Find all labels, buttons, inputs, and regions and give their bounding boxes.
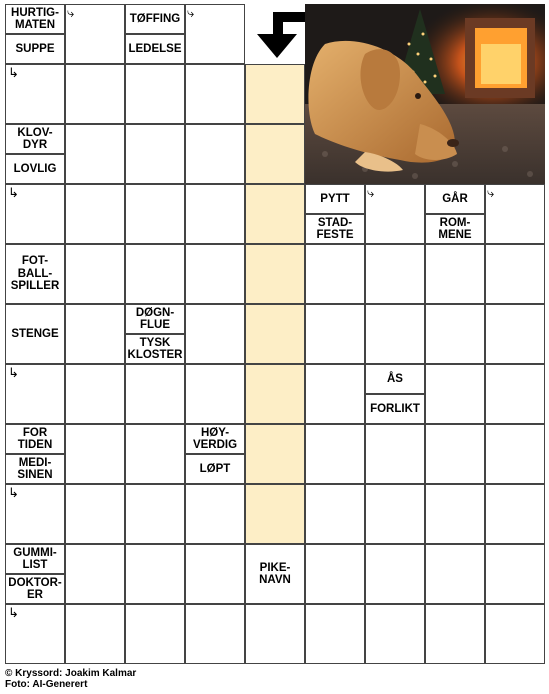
arrow-down-right-icon: ↳ [8,66,19,81]
answer-cell[interactable] [185,484,245,544]
answer-cell[interactable] [245,64,305,124]
answer-cell[interactable] [245,364,305,424]
answer-cell[interactable] [365,424,425,484]
answer-cell[interactable] [425,484,485,544]
answer-cell[interactable] [245,184,305,244]
answer-cell[interactable] [245,304,305,364]
clue-pytt: PYTT [305,184,365,214]
clue-fotballspiller: FOT- BALL- SPILLER [5,244,65,304]
credits [5,668,136,690]
clue-rommene: ROM- MENE [425,214,485,244]
clue-hoyverdig: HØY- VERDIG [185,424,245,454]
answer-cell[interactable] [485,424,545,484]
arrow-down-right-icon: ↳ [8,606,19,621]
answer-cell[interactable] [125,544,185,604]
dog-photo-illustration [305,4,545,184]
answer-cell[interactable] [485,364,545,424]
answer-cell[interactable] [365,304,425,364]
clue-klovdyr: KLOV- DYR [5,124,65,154]
answer-cell[interactable] [425,364,485,424]
answer-cell[interactable] [65,124,125,184]
answer-cell[interactable] [245,244,305,304]
answer-cell[interactable] [425,604,485,664]
clue-stadfeste: STAD- FESTE [305,214,365,244]
clue-lovlig: LOVLIG [5,154,65,184]
clue-as: ÅS [365,364,425,394]
answer-cell[interactable] [425,544,485,604]
answer-cell[interactable] [125,364,185,424]
clue-suppe: SUPPE [5,34,65,64]
answer-cell[interactable] [125,244,185,304]
credits-photo: Foto: AI-Generert [5,679,88,690]
answer-cell[interactable] [125,484,185,544]
clue-stenge: STENGE [5,304,65,364]
answer-cell[interactable] [65,364,125,424]
arrow-down-right-icon: ⤷ [487,186,495,201]
clue-toffing: TØFFING [125,4,185,34]
answer-cell[interactable] [245,424,305,484]
answer-cell[interactable] [305,484,365,544]
answer-cell[interactable] [245,604,305,664]
answer-cell[interactable] [365,484,425,544]
answer-cell[interactable] [305,364,365,424]
arrow-down-right-icon: ⤷ [67,6,75,21]
answer-cell[interactable] [425,304,485,364]
answer-cell[interactable] [185,124,245,184]
answer-cell[interactable] [245,124,305,184]
clue-ledelse: LEDELSE [125,34,185,64]
credits-crossword: © Kryssord: Joakim Kalmar [5,668,137,679]
arrow-down-right-icon: ⤷ [187,6,195,21]
answer-cell[interactable] [65,484,125,544]
answer-cell[interactable] [485,544,545,604]
clue-gar: GÅR [425,184,485,214]
answer-cell[interactable] [125,604,185,664]
answer-cell[interactable] [305,244,365,304]
answer-cell[interactable] [65,64,125,124]
answer-cell[interactable] [365,244,425,304]
clue-dognflue: DØGN- FLUE [125,304,185,334]
clue-tyskkloster: TYSK KLOSTER [125,334,185,364]
answer-cell[interactable] [245,484,305,544]
arrow-down-right-icon: ↳ [8,186,19,201]
answer-cell[interactable] [65,244,125,304]
answer-cell[interactable] [65,424,125,484]
answer-cell[interactable] [185,184,245,244]
answer-cell[interactable] [125,124,185,184]
answer-cell[interactable] [185,604,245,664]
answer-cell[interactable] [125,64,185,124]
clue-hurtigmaten: HURTIG- MATEN [5,4,65,34]
answer-cell[interactable] [185,544,245,604]
answer-cell[interactable] [125,184,185,244]
arrow-down-right-icon: ↳ [8,366,19,381]
answer-cell[interactable] [305,544,365,604]
answer-cell[interactable] [65,544,125,604]
answer-cell[interactable] [125,424,185,484]
answer-cell[interactable] [425,424,485,484]
arrow-down-right-icon: ↳ [8,486,19,501]
answer-cell[interactable] [485,484,545,544]
big-arrow-left-down-icon [251,12,305,60]
answer-cell[interactable] [305,604,365,664]
clue-forlikt: FORLIKT [365,394,425,424]
crossword-grid [5,4,545,664]
answer-cell[interactable] [185,244,245,304]
answer-cell[interactable] [305,304,365,364]
clue-medisinen: MEDI- SINEN [5,454,65,484]
dog-by-fireplace-photo [305,4,545,184]
answer-cell[interactable] [65,184,125,244]
clue-fortiden: FOR TIDEN [5,424,65,454]
answer-cell[interactable] [365,544,425,604]
answer-cell[interactable] [185,64,245,124]
answer-cell[interactable] [305,424,365,484]
clue-pikenavn: PIKE- NAVN [245,544,305,604]
answer-cell[interactable] [485,604,545,664]
answer-cell[interactable] [65,604,125,664]
clue-lopt: LØPT [185,454,245,484]
answer-cell[interactable] [185,304,245,364]
answer-cell[interactable] [425,244,485,304]
arrow-down-right-icon: ⤷ [367,186,375,201]
answer-cell[interactable] [365,604,425,664]
answer-cell[interactable] [485,304,545,364]
answer-cell[interactable] [65,304,125,364]
clue-doktorer: DOKTOR- ER [5,574,65,604]
clue-gummilist: GUMMI- LIST [5,544,65,574]
answer-cell[interactable] [185,364,245,424]
answer-cell[interactable] [485,244,545,304]
